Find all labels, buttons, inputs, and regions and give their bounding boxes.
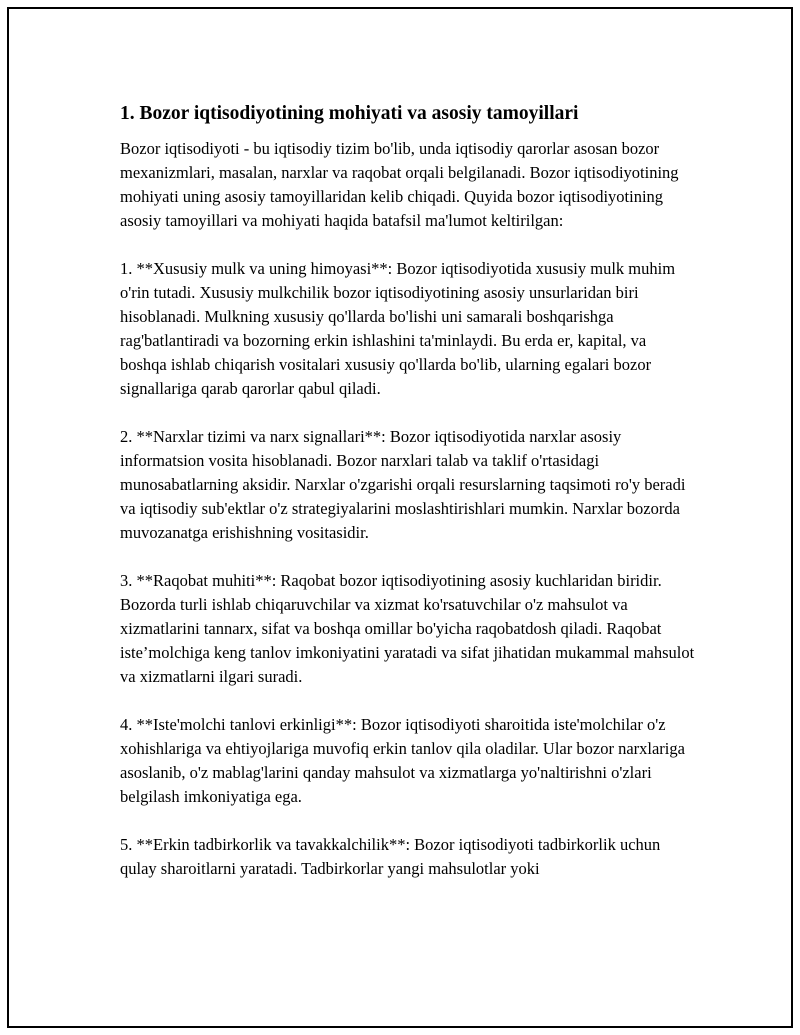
page-frame xyxy=(7,7,793,1028)
principle-price-system: 2. **Narxlar tizimi va narx signallari**: Bozor iqtisodiyotida narxlar asosiy informatsion vosita hisoblanadi. Bozor narxlari talab va taklif o'rtasidagi munosabatlarning aksidir. Narxlar o'zgarishi orqali resurslarning taqsimoti ro'y beradi va iqtisodiy sub'ektlar o'z strategiyalarini moslashtirishlari mumkin. Narxlar bozorda muvozanatga erishishning vositasidir. xyxy=(120,427,686,542)
section-heading: 1. Bozor iqtisodiyotining mohiyati va asosiy tamoyillari xyxy=(120,103,579,124)
document-body xyxy=(120,99,695,881)
principle-consumer-choice: 4. **Iste'molchi tanlovi erkinligi**: Bozor iqtisodiyoti sharoitida iste'molchilar o'z xohishlariga va ehtiyojlariga muvofiq erkin tanlov qila oladilar. Ular bozor narxlariga asoslanib, o'z mablag'larini qanday mahsulot va xizmatlarga yo'naltirishni o'zlari belgilash imkoniyatiga ega. xyxy=(120,715,685,806)
intro-paragraph: Bozor iqtisodiyoti - bu iqtisodiy tizim bo'lib, unda iqtisodiy qarorlar asosan bozor mexanizmlari, masalan, narxlar va raqobat orqali belgilanadi. Bozor iqtisodiyotining mohiyati uning asosiy tamoyillaridan kelib chiqadi. Quyida bozor iqtisodiyotining asosiy tamoyillari va mohiyati haqida batafsil ma'lumot keltirilgan: xyxy=(120,139,679,230)
principle-competition: 3. **Raqobat muhiti**: Raqobat bozor iqtisodiyotining asosiy kuchlaridan biridir. Bozorda turli ishlab chiqaruvchilar va xizmat ko'rsatuvchilar o'z mahsulot va xizmatlarini tannarx, sifat va boshqa omillar bo'yicha raqobatdosh qiladi. Raqobat iste’molchiga keng tanlov imkoniyatini yaratadi va sifat jihatidan mukammal mahsulot va xizmatlarni ilgari suradi. xyxy=(120,571,695,686)
principle-entrepreneurship: 5. **Erkin tadbirkorlik va tavakkalchilik**: Bozor iqtisodiyoti tadbirkorlik uchun qulay sharoitlarni yaratadi. Tadbirkorlar yangi mahsulotlar yoki xyxy=(120,835,661,878)
principle-private-property: 1. **Xususiy mulk va uning himoyasi**: Bozor iqtisodiyotida xususiy mulk muhim o'rin tutadi. Xususiy mulkchilik bozor iqtisodiyotining asosiy unsurlaridan biri hisoblanadi. Mulkning xususiy qo'llarda bo'lishi uni samarali boshqarishga rag'batlantiradi va bozorning erkin ishlashini ta'minlaydi. Bu erda er, kapital, va boshqa ishlab chiqarish vositalari xususiy qo'llarda bo'lib, ularning egalari bozor signallariga qarab qarorlar qabul qiladi. xyxy=(120,259,676,398)
